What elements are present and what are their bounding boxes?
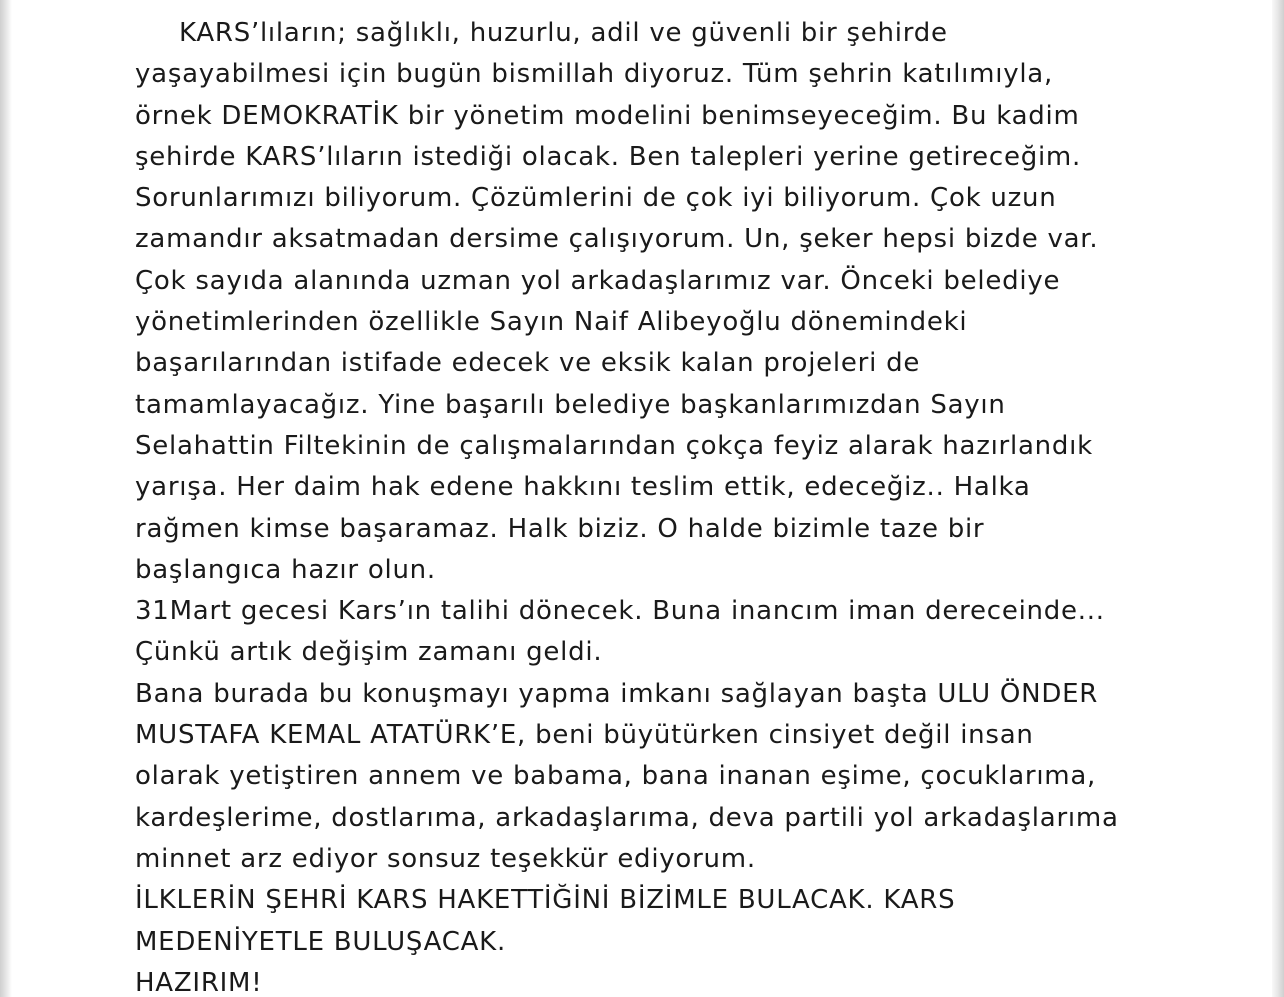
text-line-1: KARS’lıların; sağlıklı, huzurlu, adil ve güvenli bir şehirde bbox=[179, 18, 948, 48]
text-line-11: Selahattin Filtekinin de çalışmalarından çokça feyiz alarak hazırlandık bbox=[135, 430, 1093, 461]
text-line-10: tamamlayacağız. Yine başarılı belediye başkanlarımızdan Sayın bbox=[135, 389, 1006, 420]
text-line-9: başarılarından istifade edecek ve eksik kalan projeleri de bbox=[135, 348, 921, 379]
text-line-14: başlangıca hazır olun. bbox=[135, 554, 436, 585]
text-line-6: zamandır aksatmadan dersime çalışıyorum. Un, şeker hepsi bizde var. bbox=[135, 224, 1099, 255]
text-line-5: Sorunlarımızı biliyorum. Çözümlerini de çok iyi biliyorum. Çok uzun bbox=[135, 183, 1057, 214]
text-line-24: HAZIRIM! bbox=[135, 967, 263, 997]
text-line-19: olarak yetiştiren annem ve babama, bana inanan eşime, çocuklarıma, bbox=[135, 761, 1097, 792]
document-page bbox=[12, 0, 1272, 997]
text-line-12: yarışa. Her daim hak edene hakkını teslim ettik, edeceğiz.. Halka bbox=[135, 472, 1031, 503]
text-line-18: MUSTAFA KEMAL ATATÜRK’E, beni büyütürken cinsiyet değil insan bbox=[135, 720, 1034, 751]
text-line-16: Çünkü artık değişim zamanı geldi. bbox=[135, 637, 603, 668]
text-line-21: minnet arz ediyor sonsuz teşekkür ediyorum. bbox=[135, 843, 756, 874]
text-line-17: Bana burada bu konuşmayı yapma imkanı sağlayan başta ULU ÖNDER bbox=[135, 678, 1099, 709]
text-line-2: yaşayabilmesi için bugün bismillah diyoruz. Tüm şehrin katılımıyla, bbox=[135, 59, 1053, 90]
text-line-20: kardeşlerime, dostlarıma, arkadaşlarıma, deva partili yol arkadaşlarıma bbox=[135, 802, 1119, 833]
text-line-23: MEDENİYETLE BULUŞACAK. bbox=[135, 926, 506, 957]
text-line-7: Çok sayıda alanında uzman yol arkadaşlarımız var. Önceki belediye bbox=[135, 265, 1061, 296]
speech-text bbox=[135, 13, 1165, 997]
text-line-8: yönetimlerinden özellikle Sayın Naif Alibeyoğlu dönemindeki bbox=[135, 307, 968, 338]
text-line-3: örnek DEMOKRATİK bir yönetim modelini benimseyeceğim. Bu kadim bbox=[135, 100, 1080, 131]
text-line-15: 31Mart gecesi Kars’ın talihi dönecek. Buna inancım iman dereceinde... bbox=[135, 596, 1105, 627]
text-line-22: İLKLERİN ŞEHRİ KARS HAKETTİĞİNİ BİZİMLE BULACAK. KARS bbox=[135, 885, 956, 916]
text-line-13: rağmen kimse başaramaz. Halk biziz. O halde bizimle taze bir bbox=[135, 513, 985, 544]
text-line-4: şehirde KARS’lıların istediği olacak. Ben talepleri yerine getireceğim. bbox=[135, 141, 1082, 172]
